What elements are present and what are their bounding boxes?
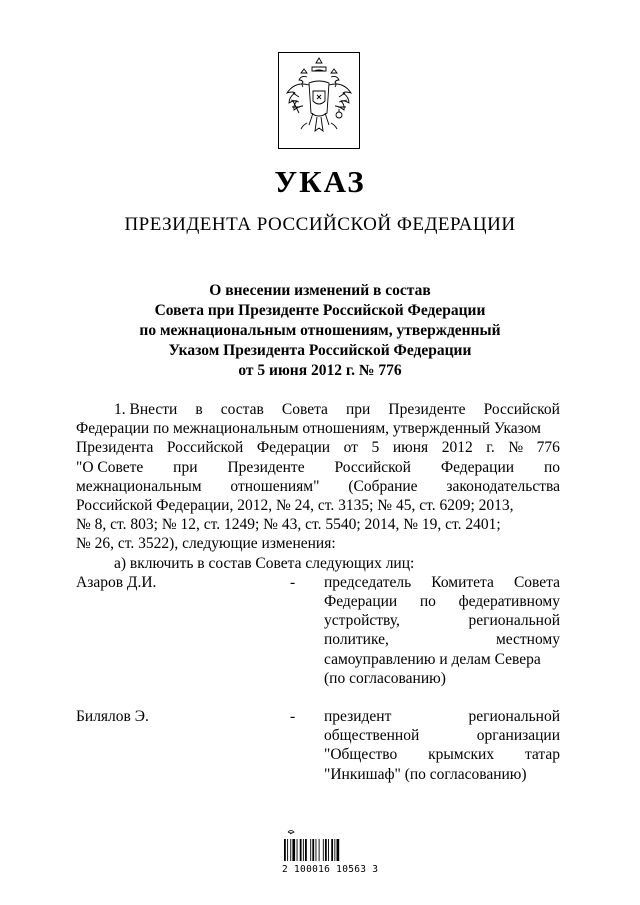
description-word: самоуправлению и делам Севера (324, 650, 541, 668)
paragraph-word: № (508, 439, 524, 457)
description-line (324, 630, 560, 649)
paragraph-line (76, 477, 560, 496)
paragraph-word: № 26, ст. 3522), следующие изменения: (76, 535, 336, 553)
paragraph-word: Президенте (227, 458, 305, 476)
paragraph-word: Федерации (440, 458, 515, 476)
description-line (324, 573, 560, 592)
paragraph-word: при (345, 401, 371, 418)
document-title: УКАЗ (274, 164, 366, 199)
decree-body (76, 400, 560, 784)
description-word: "Инкишаф" (по согласованию) (324, 765, 527, 783)
barcode-bar (300, 839, 302, 861)
paragraph-line (76, 515, 560, 534)
member-description (324, 573, 560, 688)
description-word: федеративному (458, 593, 560, 611)
member-dash: - (290, 573, 296, 591)
paragraph-word: 1. Внести (114, 401, 178, 418)
description-line (324, 745, 560, 764)
description-word: региональной (468, 708, 560, 726)
barcode-number: 2 100016 10563 3 (282, 864, 379, 875)
description-line (324, 592, 560, 611)
barcode-bar (323, 839, 324, 861)
description-word: общественной (324, 727, 420, 745)
sub-item-a: а) включить в состав Совета следующих лиц: (114, 554, 415, 572)
description-line (324, 726, 560, 745)
barcode-bar (305, 839, 307, 861)
barcode-bar (325, 839, 327, 861)
paragraph-word: по (543, 458, 560, 476)
barcode-bar (337, 839, 340, 861)
paragraph-word: Федерации (256, 439, 331, 457)
description-word: председатель (324, 573, 412, 591)
paragraph-word: Президента (76, 439, 154, 457)
barcode-bar (310, 839, 311, 861)
document-subtitle: ПРЕЗИДЕНТА РОССИЙСКОЙ ФЕДЕРАЦИИ (124, 214, 516, 235)
barcode-bar (316, 839, 317, 861)
description-word: региональной (468, 612, 560, 630)
description-word: президент (324, 708, 392, 726)
paragraph-word: июня (392, 439, 429, 457)
heading-line: по межнациональным отношениям, утвержденный (139, 322, 501, 339)
paragraph-word: при (173, 458, 198, 476)
barcode-bar (334, 839, 335, 861)
member-name: Азаров Д.И. (76, 573, 157, 591)
barcode-bar (287, 839, 288, 861)
paragraph-1 (76, 400, 560, 554)
paragraph-word: законодательства (446, 477, 560, 495)
member-entry (76, 573, 560, 688)
paragraph-word: межнациональным (76, 477, 202, 495)
members-list (76, 573, 560, 784)
paragraph-word: состав (220, 401, 264, 418)
barcode-bar (284, 839, 286, 861)
description-word: татар (524, 746, 560, 764)
paragraph-word: г. (486, 439, 495, 457)
paragraph-line (76, 496, 560, 515)
heading-line: от 5 июня 2012 г. № 776 (238, 362, 402, 379)
description-word: устройству, (324, 612, 400, 630)
heading-line: Указом Президента Российской Федерации (168, 342, 472, 359)
paragraph-word: Российской (483, 401, 560, 418)
barcode-bar (331, 839, 333, 861)
description-line (324, 765, 560, 784)
paragraph-line (76, 438, 560, 457)
barcode-bar (290, 839, 291, 861)
heading-line: О внесении изменений в состав (209, 282, 431, 299)
paragraph-word: Российской Федерации, 2012, № 24, ст. 3135; № 45, ст. 6209; 2013, (76, 497, 514, 515)
paragraph-word: Российской (334, 458, 411, 476)
paragraph-word: Российской (166, 439, 244, 457)
description-word: Федерации (324, 593, 398, 611)
description-word: организации (476, 727, 560, 745)
heading-line: Совета при Президенте Российской Федерации (154, 302, 486, 319)
paragraph-line (76, 419, 560, 438)
barcode-bar (297, 839, 298, 861)
description-word: местному (495, 631, 560, 649)
paragraph-word: отношениям" (230, 477, 320, 495)
description-word: "Общество (324, 746, 398, 764)
paragraph-line (76, 400, 560, 419)
member-description (324, 707, 560, 784)
description-word: (по согласованию) (324, 669, 446, 687)
paragraph-line (76, 458, 560, 477)
description-line (324, 669, 560, 688)
paragraph-word: от (343, 439, 358, 457)
description-word: крымских (428, 746, 495, 764)
description-line (324, 650, 560, 669)
paragraph-word: 776 (536, 439, 560, 457)
paragraph-word: в (195, 401, 203, 418)
description-word: Совета (513, 573, 560, 591)
barcode-bar (312, 839, 314, 861)
member-name: Билялов Э. (76, 708, 149, 726)
member-entry (76, 707, 560, 784)
barcode (282, 828, 362, 888)
double-headed-eagle-emblem-icon (279, 53, 359, 148)
decree-heading (0, 281, 640, 381)
paragraph-word: № 8, ст. 803; № 12, ст. 1249; № 43, ст. 5540; 2014, № 19, ст. 2401; (76, 516, 501, 534)
description-line (324, 611, 560, 630)
barcode-icon (282, 828, 362, 864)
member-dash: - (290, 708, 296, 726)
paragraph-word: Совета (281, 401, 328, 418)
paragraph-word: Президенте (388, 401, 466, 418)
description-word: по (419, 593, 436, 611)
paragraph-word: Федерации по межнациональным отношениям, утвержденный Указом (76, 420, 541, 438)
barcode-bar (319, 839, 320, 861)
state-emblem (278, 52, 360, 149)
paragraph-word: 5 (371, 439, 380, 457)
description-line (324, 707, 560, 726)
paragraph-word: 2012 (441, 439, 473, 457)
paragraph-line (76, 534, 560, 553)
barcode-bar (303, 839, 304, 861)
paragraph-word: "О Совете (76, 458, 144, 476)
description-word: Комитета (431, 573, 494, 591)
barcode-bar (328, 839, 329, 861)
description-word: политике, (324, 631, 389, 649)
barcode-bar (292, 839, 295, 861)
paragraph-word: (Собрание (348, 477, 418, 495)
